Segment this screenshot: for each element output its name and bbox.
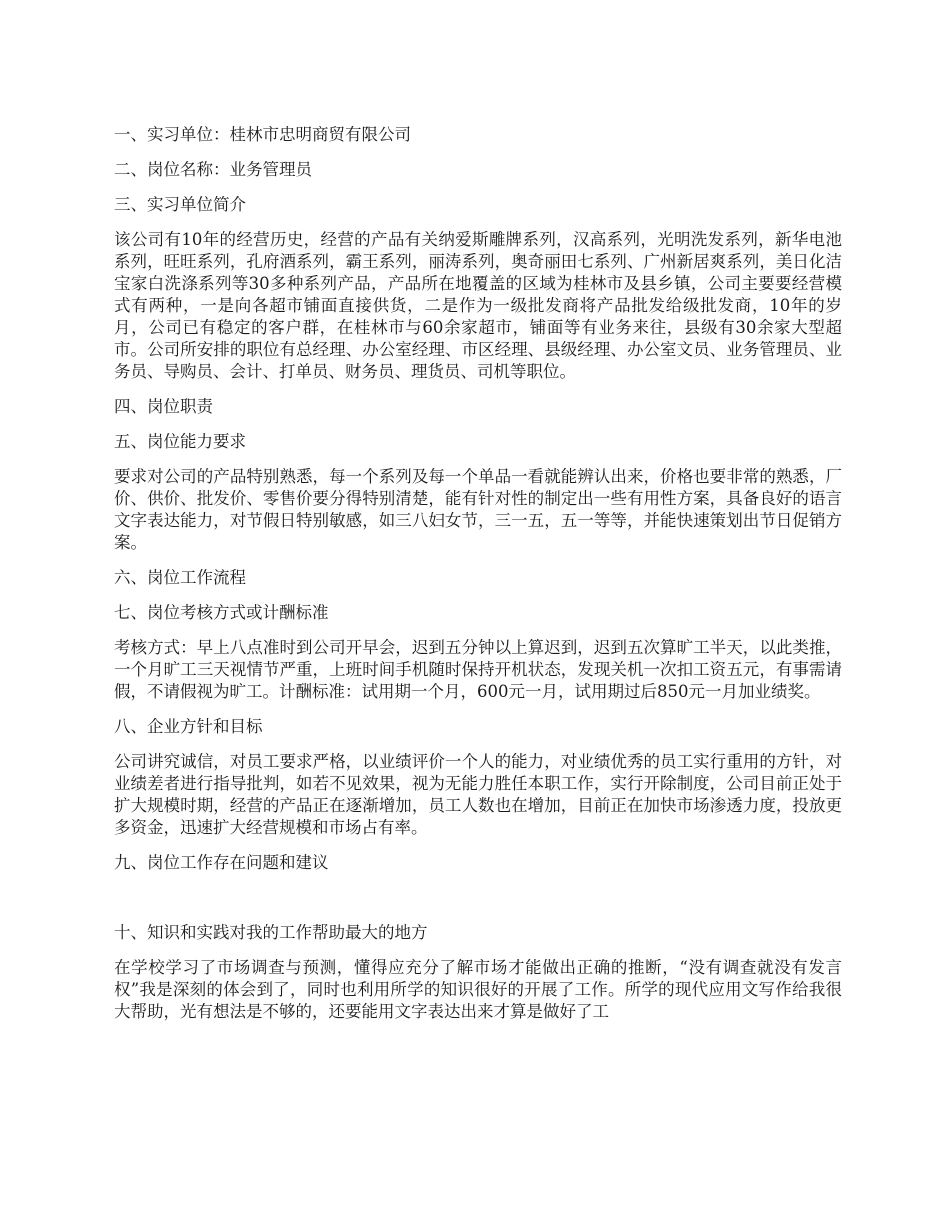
paragraph-knowledge-practice: 在学校学习了市场调查与预测，懂得应充分了解市场才能做出正确的推断，“没有调查就没有发言权”我是深刻的体会到了，同时也利用所学的知识很好的开展了工作。所学的现代应用文写作给我很大帮助，光有想法是不够的，还要能用文字表达出来才算是做好了工 bbox=[114, 958, 842, 1021]
heading-workflow: 六、岗位工作流程 bbox=[114, 568, 246, 587]
document-body bbox=[114, 124, 842, 1036]
heading-assessment: 七、岗位考核方式或计酬标准 bbox=[114, 603, 329, 622]
heading-internship-unit: 一、实习单位：桂林市忠明商贸有限公司 bbox=[114, 125, 411, 144]
paragraph-policy-goals: 公司讲究诚信，对员工要求严格，以业绩评价一个人的能力，对业绩优秀的员工实行重用的方针，对业绩差者进行指导批判，如若不见效果，视为无能力胜任本职工作，实行开除制度，公司目前正处于扩大规模时期，经营的产品正在逐渐增加，员工人数也在增加，目前正在加快市场渗透力度，投放更多资金，迅速扩大经营规模和市场占有率。 bbox=[114, 752, 842, 837]
heading-unit-intro: 三、实习单位简介 bbox=[114, 195, 246, 214]
heading-problems-suggestions: 九、岗位工作存在问题和建议 bbox=[114, 853, 329, 872]
heading-duties: 四、岗位职责 bbox=[114, 397, 213, 416]
paragraph-assessment: 考核方式：早上八点准时到公司开早会，迟到五分钟以上算迟到，迟到五次算旷工半天，以此类推，一个月旷工三天视情节严重，上班时间手机随时保持开机状态，发现关机一次扣工资五元，有事需请假，不请假视为旷工。计酬标准：试用期一个月，600元一月，试用期过后850元一月加业绩奖。 bbox=[114, 638, 842, 701]
heading-knowledge-practice: 十、知识和实践对我的工作帮助最大的地方 bbox=[114, 923, 428, 942]
heading-position-name: 二、岗位名称：业务管理员 bbox=[114, 160, 312, 179]
paragraph-unit-intro: 该公司有10年的经营历史，经营的产品有关纳爱斯雕牌系列，汉高系列，光明洗发系列，新华电池系列，旺旺系列，孔府酒系列，霸王系列，丽涛系列，奥奇丽田七系列、广州新居爽系列，美日化洁宝家白洗涤系列等30多种系列产品，产品所在地覆盖的区域为桂林市及县乡镇，公司主要要经营模式有两种，一是向各超市铺面直接供货，二是作为一级批发商将产品批发给级批发商，10年的岁月，公司已有稳定的客户群，在桂林市与60余家超市，铺面等有业务来往，县级有30余家大型超市。公司所安排的职位有总经理、办公室经理、市区经理、县级经理、办公室文员、业务管理员、业务员、导购员、会计、打单员、财务员、理货员、司机等职位。 bbox=[114, 230, 842, 381]
paragraph-ability-requirements: 要求对公司的产品特别熟悉，每一个系列及每一个单品一看就能辨认出来，价格也要非常的熟悉，厂价、供价、批发价、零售价要分得特别清楚，能有针对性的制定出一些有用性方案，具备良好的语言文字表达能力，对节假日特别敏感，如三八妇女节，三一五，五一等等，并能快速策划出节日促销方案。 bbox=[114, 467, 842, 552]
blank-spacer bbox=[114, 887, 842, 922]
heading-ability-requirements: 五、岗位能力要求 bbox=[114, 432, 246, 451]
heading-policy-goals: 八、企业方针和目标 bbox=[114, 717, 263, 736]
